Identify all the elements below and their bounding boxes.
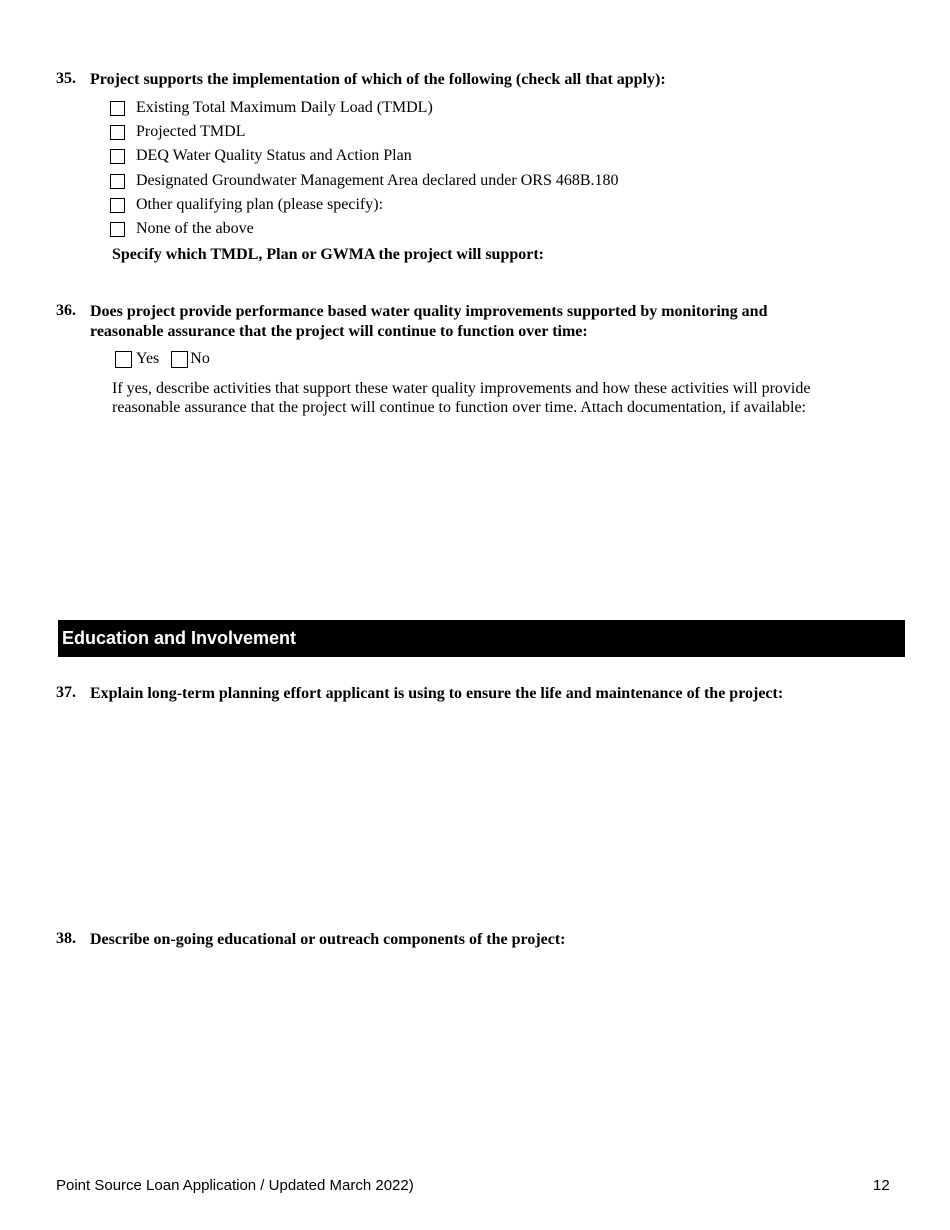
q38-number: 38.	[56, 930, 76, 947]
q35-option-none[interactable]	[110, 219, 254, 239]
no-checkbox[interactable]	[171, 351, 188, 368]
q38-question: Describe on-going educational or outreach components of the project:	[90, 931, 566, 948]
option-label: Designated Groundwater Management Area declared under ORS 468B.180	[136, 172, 619, 189]
page-number: 12	[873, 1177, 890, 1194]
option-label: DEQ Water Quality Status and Action Plan	[136, 147, 412, 164]
q35-option-other-plan[interactable]	[110, 195, 383, 215]
checkbox[interactable]	[110, 101, 125, 116]
q35-number: 35.	[56, 70, 76, 87]
q36-number: 36.	[56, 302, 76, 319]
q36-question-line2: reasonable assurance that the project will continue to function over time:	[90, 323, 588, 340]
yes-label: Yes	[136, 350, 160, 367]
q37-number: 37.	[56, 684, 76, 701]
q36-yes-no	[115, 350, 210, 368]
option-label: Other qualifying plan (please specify):	[136, 196, 384, 213]
checkbox[interactable]	[110, 149, 125, 164]
no-label: No	[190, 350, 210, 367]
q35-option-existing-tmdl[interactable]	[110, 98, 433, 118]
checkbox[interactable]	[110, 222, 125, 237]
q35-option-projected-tmdl[interactable]	[110, 122, 245, 142]
q35-option-deq-plan[interactable]	[110, 146, 412, 166]
option-label: Existing Total Maximum Daily Load (TMDL)	[136, 99, 433, 116]
section-title: Education and Involvement	[62, 628, 297, 648]
q35-specify-label: Specify which TMDL, Plan or GWMA the project will support:	[112, 246, 544, 263]
q37-question: Explain long-term planning effort applicant is using to ensure the life and maintenance of the project:	[90, 685, 784, 702]
option-label: None of the above	[136, 220, 254, 237]
q35-question: Project supports the implementation of which of the following (check all that apply):	[90, 71, 666, 88]
checkbox[interactable]	[110, 125, 125, 140]
yes-checkbox[interactable]	[115, 351, 132, 368]
q36-question-line1: Does project provide performance based water quality improvements supported by monitoring and	[90, 303, 768, 320]
section-header-bar	[58, 620, 905, 657]
checkbox[interactable]	[110, 174, 125, 189]
footer-text: Point Source Loan Application / Updated March 2022)	[56, 1177, 414, 1194]
q35-option-gwma[interactable]	[110, 171, 619, 191]
option-label: Projected TMDL	[136, 123, 246, 140]
q36-instruction-line1: If yes, describe activities that support these water quality improvements and how these activities will provide	[112, 380, 811, 397]
checkbox[interactable]	[110, 198, 125, 213]
q36-instruction-line2: reasonable assurance that the project will continue to function over time. Attach documentation, if available:	[112, 399, 806, 416]
